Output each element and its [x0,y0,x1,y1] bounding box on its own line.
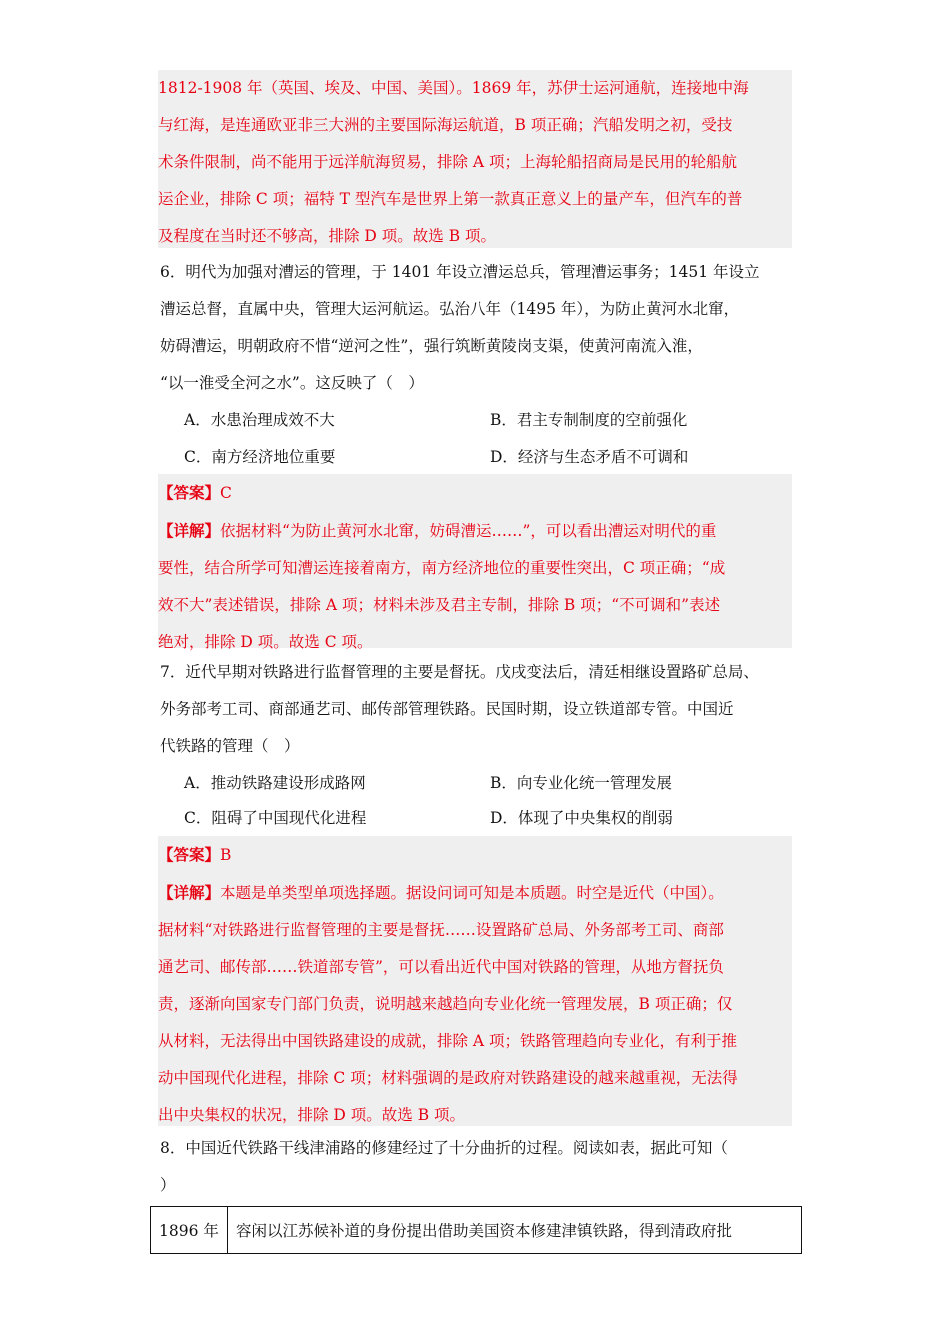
question-line: 外务部考工司、商部通艺司、邮传部管理铁路。民国时期，设立铁道部专管。中国近 [160,700,734,718]
option-b[interactable]: B．向专业化统一管理发展 [490,774,672,792]
detail-text: 本题是单类型单项选择题。据设问词可知是本质题。时空是近代（中国）。 [220,884,724,902]
question-line: 7．近代早期对铁路进行监督管理的主要是督抚。戊戌变法后，清廷相继设置路矿总局、 [160,663,759,681]
option-b[interactable]: B．君主专制制度的空前强化 [490,411,688,429]
detail-line: 从材料，无法得出中国铁路建设的成就，排除 A 项；铁路管理趋向专业化，有利于推 [158,1032,738,1050]
question-line: ） [160,1176,176,1194]
explanation-line: 运企业，排除 C 项；福特 T 型汽车是世界上第一款真正意义上的量产车，但汽车的普 [158,190,743,208]
option-c[interactable]: C．阻碍了中国现代化进程 [184,809,367,827]
option-a[interactable]: A．推动铁路建设形成路网 [184,774,366,792]
explanation-line: 及程度在当时还不够高，排除 D 项。故选 B 项。 [158,227,497,245]
explanation-line: 1812-1908 年（英国、埃及、中国、美国）。1869 年，苏伊士运河通航，连接地中海 [158,79,749,97]
prev-explanation-box [158,70,792,248]
option-d[interactable]: D．经济与生态矛盾不可调和 [490,448,689,466]
answer-line [158,474,792,512]
table-cell-event: 容闲以江苏候补道的身份提出借助美国资本修建津镇铁路，得到清政府批 [228,1207,802,1254]
answer-value: B [220,846,232,864]
question-7-answer-box [158,836,792,1126]
detail-line: 绝对，排除 D 项。故选 C 项。 [158,633,373,651]
option-c[interactable]: C．南方经济地位重要 [184,448,336,466]
question-7-stem [160,654,800,765]
question-line: 妨碍漕运，明朝政府不惜“逆河之性”，强行筑断黄陵岗支渠，使黄河南流入淮， [160,337,703,355]
detail-line: 要性，结合所学可知漕运连接着南方，南方经济地位的重要性突出，C 项正确；“成 [158,559,726,577]
question-line: “以一淮受全河之水”。这反映了（ ） [160,374,424,392]
detail-line: 通艺司、邮传部……铁道部专管”，可以看出近代中国对铁路的管理，从地方督抚负 [158,958,724,976]
question-6-answer-box [158,474,792,651]
detail-line: 出中央集权的状况，排除 D 项。故选 B 项。 [158,1106,466,1124]
detail-line: 据材料“对铁路进行监督管理的主要是督抚……设置路矿总局、外务部考工司、商部 [158,921,724,939]
option-d[interactable]: D．体现了中央集权的削弱 [490,809,673,827]
question-line: 漕运总督，直属中央，管理大运河航运。弘治八年（1495 年），为防止黄河水北窜， [160,300,740,318]
detail-line: 效不大”表述错误，排除 A 项；材料未涉及君主专制，排除 B 项；“不可调和”表述 [158,596,721,614]
question-8-table [150,1206,802,1254]
detail-line: 责，逐渐向国家专门部门负责，说明越来越趋向专业化统一管理发展，B 项正确；仅 [158,995,733,1013]
detail-tag: 【详解】 [158,521,221,540]
question-6-stem [160,254,800,402]
detail-tag: 【详解】 [158,883,221,902]
explanation-line: 与红海，是连通欧亚非三大洲的主要国际海运航道，B 项正确；汽船发明之初，受技 [158,116,733,134]
option-a[interactable]: A．水患治理成效不大 [184,411,335,429]
answer-tag: 【答案】 [158,483,221,502]
answer-value: C [220,484,232,502]
question-8-stem [160,1130,800,1204]
question-line: 6．明代为加强对漕运的管理，于 1401 年设立漕运总兵，管理漕运事务；1451 年设立 [160,263,760,281]
detail-line: 动中国现代化进程，排除 C 项；材料强调的是政府对铁路建设的越来越重视，无法得 [158,1069,738,1087]
table-cell-year: 1896 年 [151,1207,228,1254]
explanation-line: 术条件限制，尚不能用于远洋航海贸易，排除 A 项；上海轮船招商局是民用的轮船航 [158,153,738,171]
question-line: 代铁路的管理（ ） [160,737,300,755]
answer-tag: 【答案】 [158,845,221,864]
detail-line [158,874,792,912]
detail-line [158,512,792,550]
question-line: 8．中国近代铁路干线津浦路的修建经过了十分曲折的过程。阅读如表，据此可知（ [160,1139,728,1157]
table-row [151,1207,802,1254]
detail-text: 依据材料“为防止黄河水北窜，妨碍漕运……”，可以看出漕运对明代的重 [220,522,717,540]
answer-line [158,836,792,874]
